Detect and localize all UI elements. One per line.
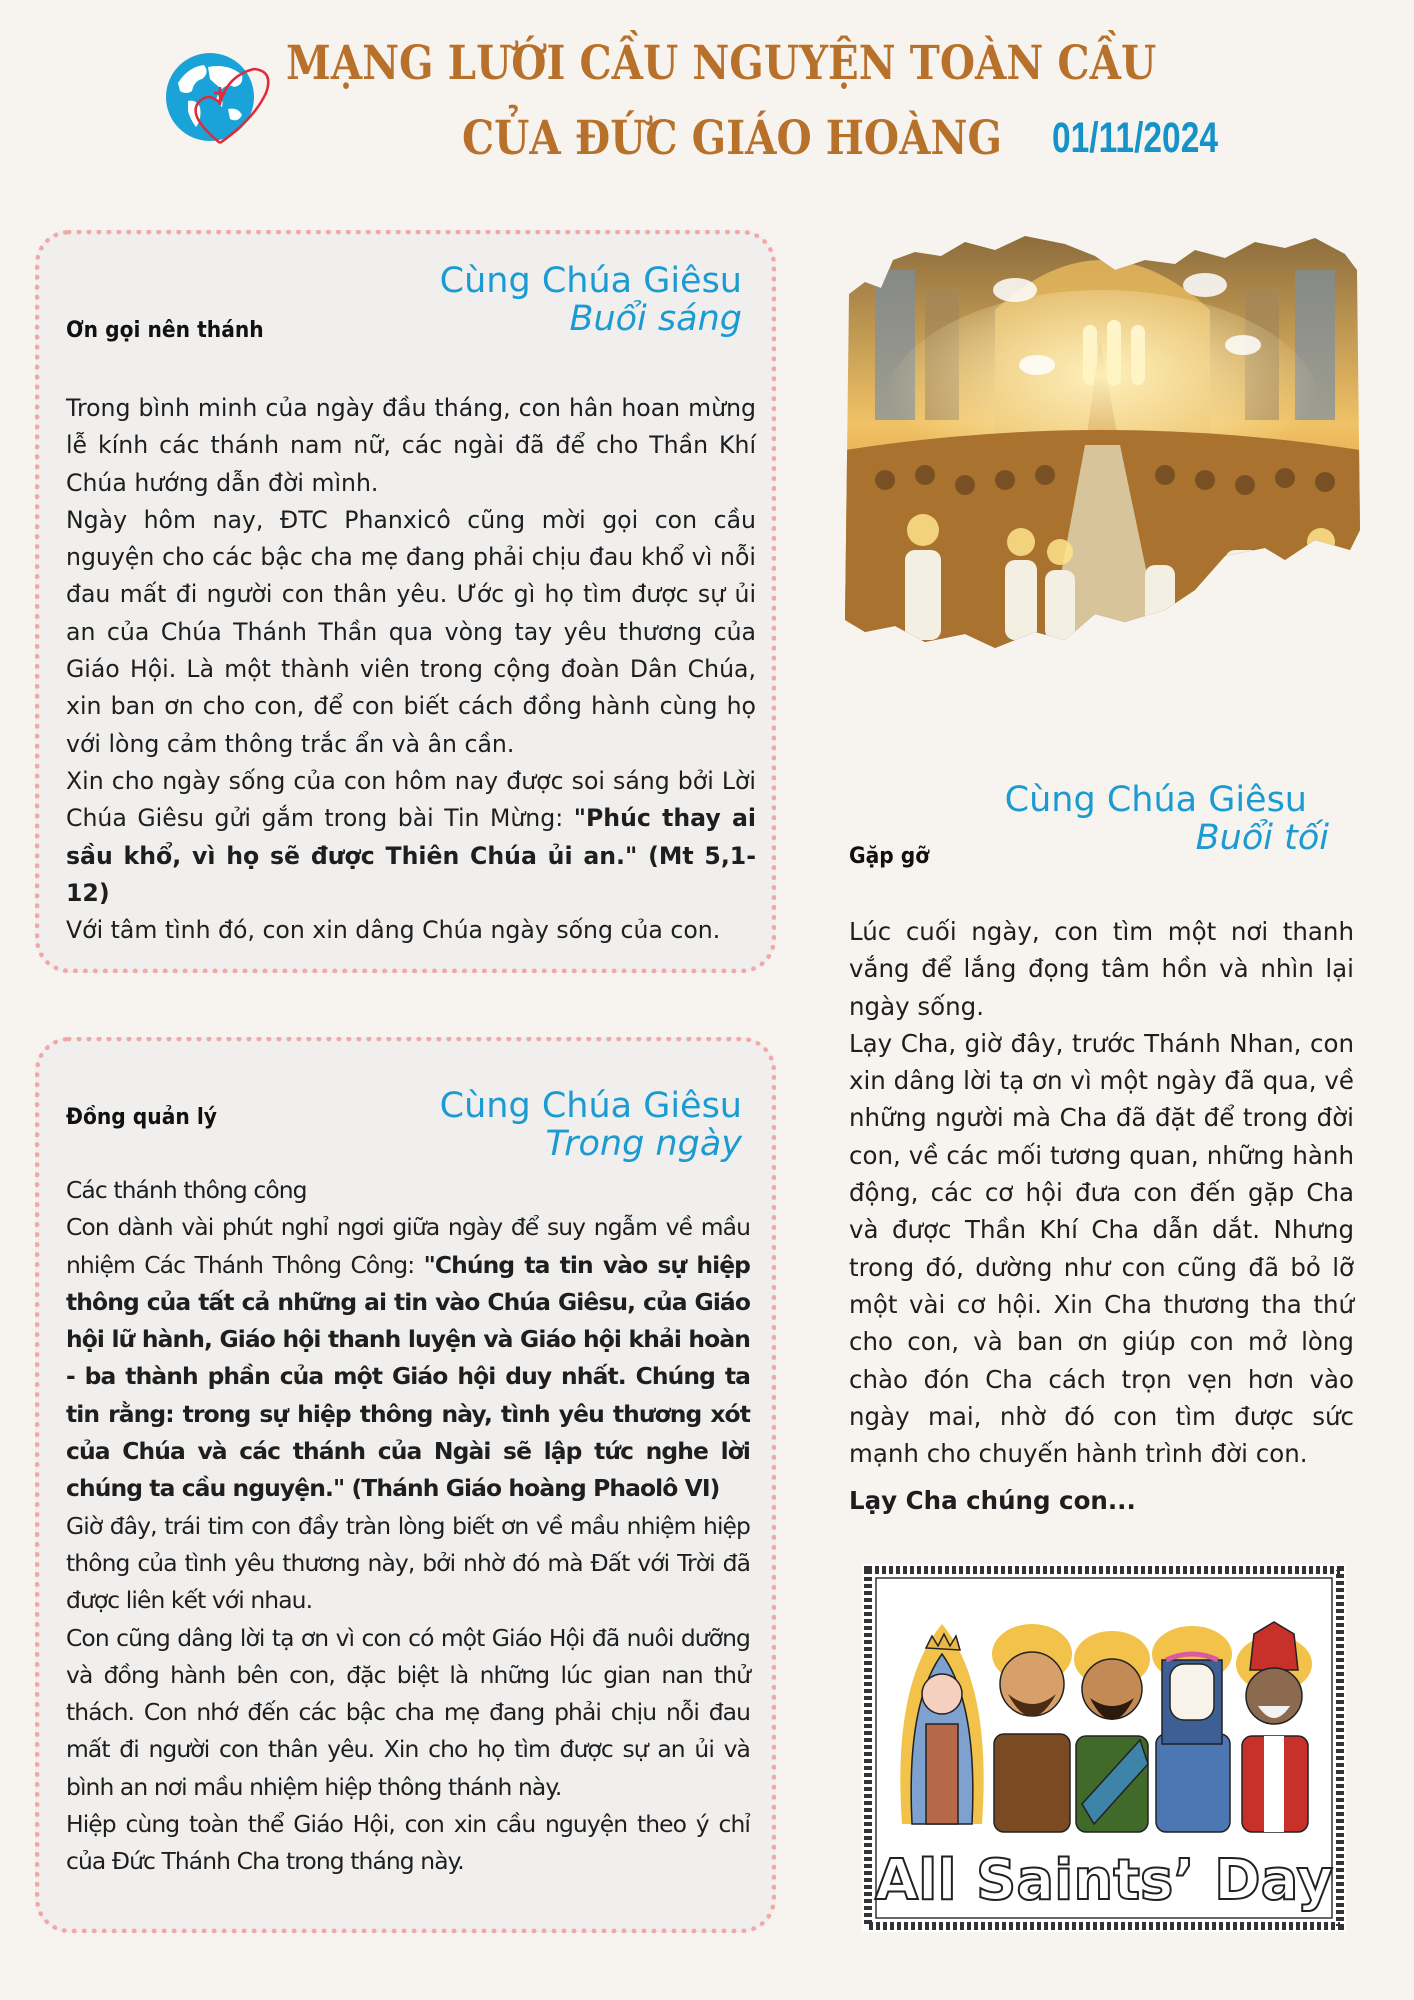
daytime-title-line1: Cùng Chúa Giêsu (439, 1086, 742, 1126)
morning-gospel-quote: "Phúc thay ai sầu khổ, vì họ sẽ được Thiên Chúa ủi an." (Mt 5,1-12) (66, 804, 756, 907)
evening-title-line2: Buổi tối (1195, 818, 1329, 858)
evening-paragraph: Lúc cuối ngày, con tìm một nơi thanh vắng để lắng đọng tâm hồn và nhìn lại ngày sống. (849, 917, 1354, 1021)
daytime-paul-vi-quote: "Chúng ta tin vào sự hiệp thông của tất cả những ai tin vào Chúa Giêsu, của Giáo hội lữ hành, Giáo hội thanh luyện và Giáo hội khải hoàn - ba thành phần của một Giáo hội duy nhất. Chúng ta tin rằng: trong sự hiệp thông này, tình yêu thương xót của Chúa và các thánh của Ngài sẽ lập tức nghe lời chúng ta cầu nguyện." (Thánh Giáo hoàng Phaolô VI) (66, 1250, 750, 1503)
header-title-line2: CỦA ĐỨC GIÁO HOÀNG (462, 111, 1002, 166)
morning-p3-text: Xin cho ngày sống của con hôm nay được soi sáng bởi Lời Chúa Giêsu gửi gắm trong bài Tin Mừng: (66, 766, 756, 833)
evening-title-line1: Cùng Chúa Giêsu (1004, 780, 1307, 820)
daytime-label: Đồng quản lý (66, 1105, 217, 1130)
cathedral-candlelight-illustration (845, 230, 1360, 660)
all-saints-cartoon-illustration (862, 1564, 1346, 1932)
morning-paragraph: Với tâm tình đó, con xin dâng Chúa ngày sống của con. (66, 916, 721, 945)
header-date: 01/11/2024 (1052, 114, 1219, 162)
evening-body (849, 913, 1354, 1520)
morning-title-line2: Buổi sáng (569, 299, 742, 339)
morning-title-line1: Cùng Chúa Giêsu (439, 261, 742, 301)
evening-paragraph: Lạy Cha, giờ đây, trước Thánh Nhan, con xin dâng lời tạ ơn vì một ngày đã qua, về những người mà Cha đã đặt để trong đời con, về các mối tương quan, những hành động, các cơ hội đưa con đến gặp Cha và được Thần Khí Cha dẫn dắt. Nhưng trong đó, dường như con cũng đã bỏ lỡ một vài cơ hội. Xin Cha thương tha thứ cho con, và ban ơn giúp con mở lòng chào đón Cha cách trọn vẹn hơn vào ngày mai, nhờ đó con tìm được sức mạnh cho chuyến hành trình đời con. (849, 1028, 1354, 1469)
daytime-paragraph: Con cũng dâng lời tạ ơn vì con có một Giáo Hội đã nuôi dưỡng và đồng hành bên con, đặc biệt là những lúc gian nan thử thách. Con nhớ đến các bậc cha mẹ đang phải chịu nỗi đau mất đi người con thân yêu. Xin cho họ tìm được sự an ủi và bình an nơi mầu nhiệm hiệp thông thánh này. (66, 1623, 750, 1801)
morning-body (66, 390, 756, 949)
all-saints-day-caption: All Saints’ Day (874, 1848, 1334, 1913)
daytime-paragraph: Các thánh thông công (66, 1176, 307, 1204)
daytime-p2-text: Con dành vài phút nghỉ ngơi giữa ngày để suy ngẫm về mầu nhiệm Các Thánh Thông Công: (66, 1213, 750, 1279)
daytime-body (66, 1172, 750, 1881)
morning-label: Ơn gọi nên thánh (66, 318, 264, 343)
daytime-paragraph (66, 1209, 750, 1507)
page-header (0, 0, 1414, 190)
evening-closing-prayer: Lạy Cha chúng con... (849, 1486, 1136, 1516)
header-title-line1: MẠNG LƯỚI CẦU NGUYỆN TOÀN CẦU (286, 36, 1157, 91)
morning-section-title (440, 262, 742, 338)
daytime-title-line2: Trong ngày (545, 1124, 742, 1164)
morning-paragraph (66, 763, 756, 912)
daytime-paragraph: Hiệp cùng toàn thể Giáo Hội, con xin cầu nguyện theo ý chỉ của Đức Thánh Cha trong tháng này. (66, 1810, 750, 1876)
evening-section-title (1005, 781, 1329, 857)
morning-paragraph: Trong bình minh của ngày đầu tháng, con hân hoan mừng lễ kính các thánh nam nữ, các ngài đã để cho Thần Khí Chúa hướng dẫn đời mình. (66, 394, 756, 497)
evening-label: Gặp gỡ (849, 844, 930, 869)
daytime-section-title (440, 1087, 742, 1163)
globe-heart-cross-icon (158, 45, 278, 145)
morning-paragraph: Ngày hôm nay, ĐTC Phanxicô cũng mời gọi con cầu nguyện cho các bậc cha mẹ đang phải chịu đau khổ vì nỗi đau mất đi người con thân yêu. Ước gì họ tìm được sự ủi an của Chúa Thánh Thần qua vòng tay yêu thương của Giáo Hội. Là một thành viên trong cộng đoàn Dân Chúa, xin ban ơn cho con, để con biết cách đồng hành cùng họ với lòng cảm thông trắc ẩn và ân cần. (66, 505, 756, 758)
daytime-paragraph: Giờ đây, trái tim con đầy tràn lòng biết ơn về mầu nhiệm hiệp thông của tình yêu thương này, bởi nhờ đó mà Đất với Trời đã được liên kết với nhau. (66, 1511, 750, 1615)
